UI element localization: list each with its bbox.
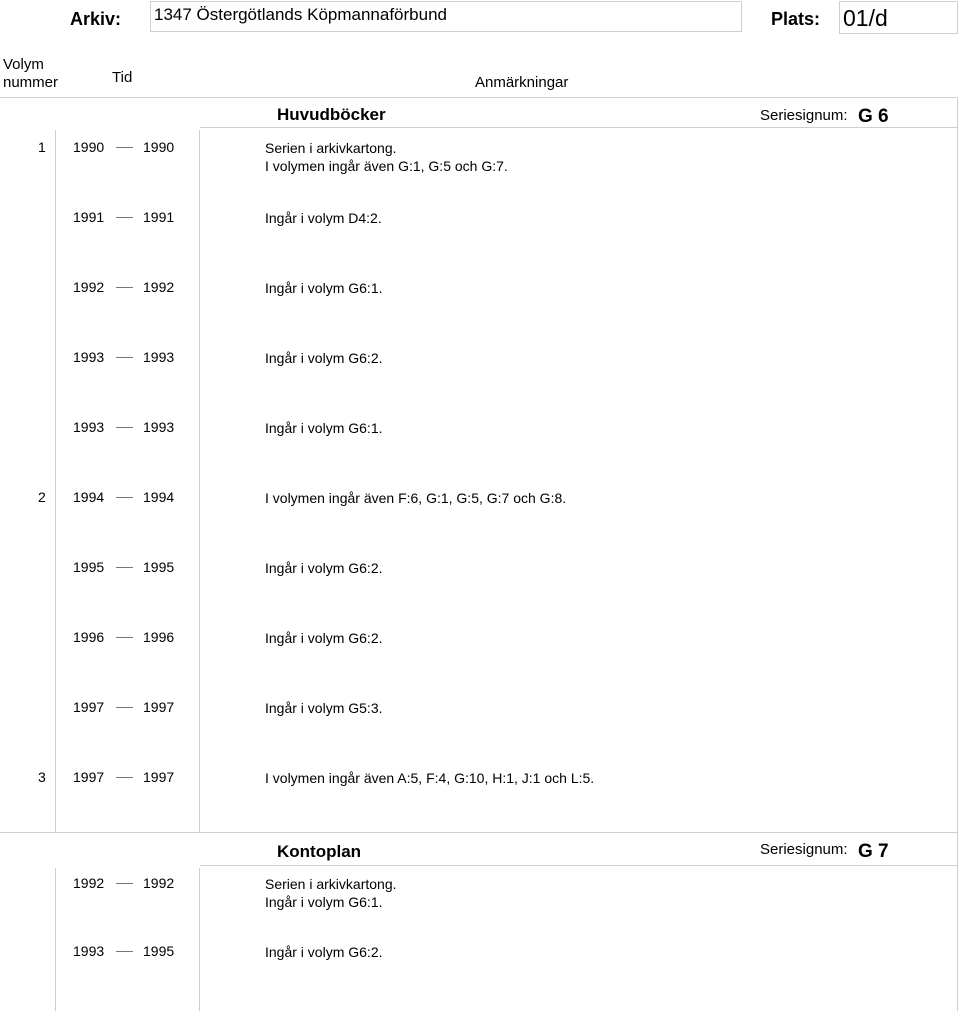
- year-to: 1997: [143, 769, 175, 785]
- note: [265, 279, 383, 297]
- seriesignum-value: G 6: [858, 106, 889, 127]
- note-line: Ingår i volym G6:1.: [265, 894, 383, 910]
- year-to: 1992: [143, 875, 175, 891]
- note-line: Ingår i volym G6:1.: [265, 420, 383, 436]
- year-from: 1991: [73, 209, 105, 225]
- note-line: Ingår i volym G6:1.: [265, 280, 383, 296]
- year-from: 1993: [73, 419, 105, 435]
- note: [265, 209, 382, 227]
- anmarkningar-header: Anmärkningar: [475, 74, 569, 91]
- year-to: 1993: [143, 419, 175, 435]
- note-line: I volymen ingår även F:6, G:1, G:5, G:7 och G:8.: [265, 490, 567, 506]
- arkiv-field: 1347 Östergötlands Köpmannaförbund: [150, 1, 742, 32]
- section-title-divider-2: [200, 865, 958, 866]
- note-line: Ingår i volym D4:2.: [265, 210, 382, 226]
- volym-header-line2: nummer: [3, 74, 59, 91]
- volume-number: 1: [38, 139, 46, 155]
- range-dash: [116, 147, 133, 148]
- volume-number: 2: [38, 489, 46, 505]
- year-to: 1994: [143, 489, 175, 505]
- range-dash: [116, 777, 133, 778]
- year-to: 1995: [143, 943, 175, 959]
- note-line: Ingår i volym G6:2.: [265, 944, 383, 960]
- plats-label: Plats:: [771, 9, 821, 29]
- year-from: 1990: [73, 139, 105, 155]
- section-title: Huvudböcker: [277, 105, 386, 124]
- column-line-tid-2: [199, 868, 200, 1011]
- column-line-num-2: [55, 868, 56, 1011]
- arkiv-label: Arkiv:: [70, 9, 122, 29]
- note: [265, 349, 383, 367]
- year-to: 1995: [143, 559, 175, 575]
- note: [265, 559, 383, 577]
- range-dash: [116, 357, 133, 358]
- range-dash: [116, 287, 133, 288]
- volume-number: 3: [38, 769, 46, 785]
- note-line: Ingår i volym G6:2.: [265, 630, 383, 646]
- year-to: 1997: [143, 699, 175, 715]
- year-to: 1992: [143, 279, 175, 295]
- year-from: 1995: [73, 559, 105, 575]
- section-title-divider-1: [200, 127, 958, 128]
- range-dash: [116, 707, 133, 708]
- range-dash: [116, 497, 133, 498]
- column-line-tid-1: [199, 130, 200, 832]
- section-title: Kontoplan: [277, 842, 362, 861]
- note-line: Serien i arkivkartong.: [265, 876, 397, 892]
- note: [265, 419, 383, 437]
- year-from: 1996: [73, 629, 105, 645]
- note: [265, 943, 383, 961]
- note-line: I volymen ingår även G:1, G:5 och G:7.: [265, 158, 508, 174]
- right-border: [957, 97, 958, 1011]
- range-dash: [116, 883, 133, 884]
- note-line: Serien i arkivkartong.: [265, 140, 397, 156]
- year-to: 1991: [143, 209, 175, 225]
- note-line: I volymen ingår även A:5, F:4, G:10, H:1, J:1 och L:5.: [265, 770, 595, 786]
- note-line: Ingår i volym G6:2.: [265, 350, 383, 366]
- note: [265, 875, 397, 911]
- plats-field: 01/d: [839, 1, 958, 34]
- header-divider: [0, 97, 958, 98]
- year-from: 1992: [73, 875, 105, 891]
- year-from: 1994: [73, 489, 105, 505]
- section-divider: [0, 832, 958, 833]
- range-dash: [116, 951, 133, 952]
- year-from: 1992: [73, 279, 105, 295]
- note: [265, 489, 566, 507]
- tid-header: Tid: [112, 69, 133, 86]
- year-to: 1990: [143, 139, 175, 155]
- volym-header-line1: Volym: [3, 56, 44, 73]
- year-to: 1993: [143, 349, 175, 365]
- range-dash: [116, 637, 133, 638]
- note: [265, 769, 594, 787]
- range-dash: [116, 567, 133, 568]
- year-from: 1997: [73, 769, 105, 785]
- year-from: 1993: [73, 943, 105, 959]
- volym-header: [3, 56, 58, 92]
- note: [265, 699, 383, 717]
- note-line: Ingår i volym G6:2.: [265, 560, 383, 576]
- range-dash: [116, 427, 133, 428]
- seriesignum-label: Seriesignum:: [760, 107, 848, 124]
- note: [265, 139, 508, 175]
- note-line: Ingår i volym G5:3.: [265, 700, 383, 716]
- range-dash: [116, 217, 133, 218]
- year-from: 1997: [73, 699, 105, 715]
- seriesignum-value: G 7: [858, 841, 889, 862]
- year-to: 1996: [143, 629, 175, 645]
- year-from: 1993: [73, 349, 105, 365]
- column-line-num-1: [55, 130, 56, 832]
- seriesignum-label: Seriesignum:: [760, 841, 848, 858]
- note: [265, 629, 383, 647]
